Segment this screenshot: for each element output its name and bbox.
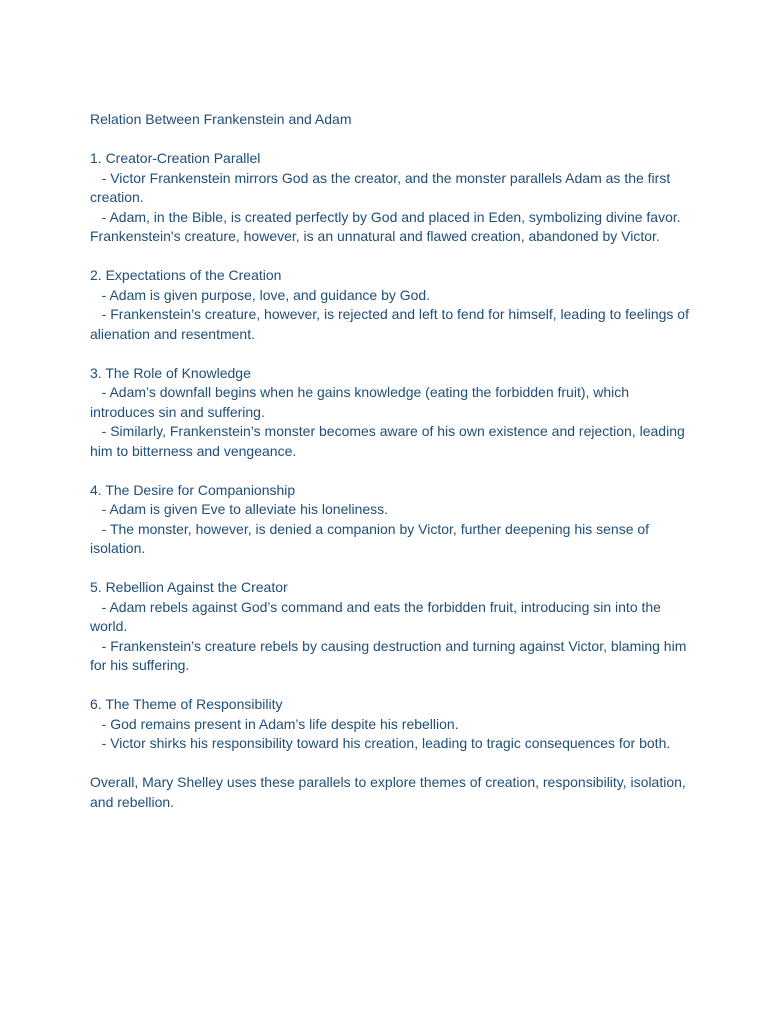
spacer xyxy=(90,559,690,579)
section-point: - Adam is given purpose, love, and guidance by God. xyxy=(90,286,431,303)
section-point: - Victor Frankenstein mirrors God as the creator, and the monster parallels Adam as the first creation. xyxy=(90,169,675,205)
section-point: - Adam is given Eve to alleviate his loneliness. xyxy=(90,501,389,517)
section-point: - Adam, in the Bible, is created perfectly by God and placed in Eden, symbolizing divine favor. Frankenstein's creature, however, is an unnatural and flawed creation, abandoned by Victor. xyxy=(90,208,685,244)
section-heading: 1. Creator-Creation Parallel xyxy=(90,150,261,166)
spacer xyxy=(90,676,690,696)
spacer xyxy=(90,130,690,150)
section-heading: 4. The Desire for Companionship xyxy=(90,481,296,498)
spacer xyxy=(90,344,690,364)
section-point: - Similarly, Frankenstein’s monster becomes aware of his own existence and rejection, leading him to bitterness and vengeance. xyxy=(90,423,689,459)
section-point: - Frankenstein’s creature, however, is rejected and left to fend for himself, leading to feelings of alienation and resentment. xyxy=(90,306,693,342)
section-point: - Victor shirks his responsibility toward his creation, leading to tragic consequences for both. xyxy=(90,735,671,751)
conclusion-paragraph: Overall, Mary Shelley uses these parallels to explore themes of creation, responsibility, isolation, and rebellion. xyxy=(90,774,690,810)
spacer xyxy=(90,754,690,774)
spacer xyxy=(90,247,690,267)
section-heading: 6. The Theme of Responsibility xyxy=(90,696,283,712)
section-point: - Frankenstein’s creature rebels by causing destruction and turning against Victor, blaming him for his suffering. xyxy=(90,637,691,673)
section-point: - The monster, however, is denied a companion by Victor, further deepening his sense of isolation. xyxy=(90,520,653,556)
section-heading: 3. The Role of Knowledge xyxy=(90,364,251,381)
document-page xyxy=(90,110,693,812)
section-point: - God remains present in Adam’s life despite his rebellion. xyxy=(90,715,459,732)
spacer xyxy=(90,461,690,481)
document-title: Relation Between Frankenstein and Adam xyxy=(90,111,352,127)
section-point: - Adam’s downfall begins when he gains knowledge (eating the forbidden fruit), which introduces sin and suffering. xyxy=(90,384,633,420)
section-heading: 2. Expectations of the Creation xyxy=(90,267,282,283)
section-point: - Adam rebels against God’s command and eats the forbidden fruit, introducing sin into the world. xyxy=(90,598,665,634)
section-heading: 5. Rebellion Against the Creator xyxy=(90,579,288,595)
